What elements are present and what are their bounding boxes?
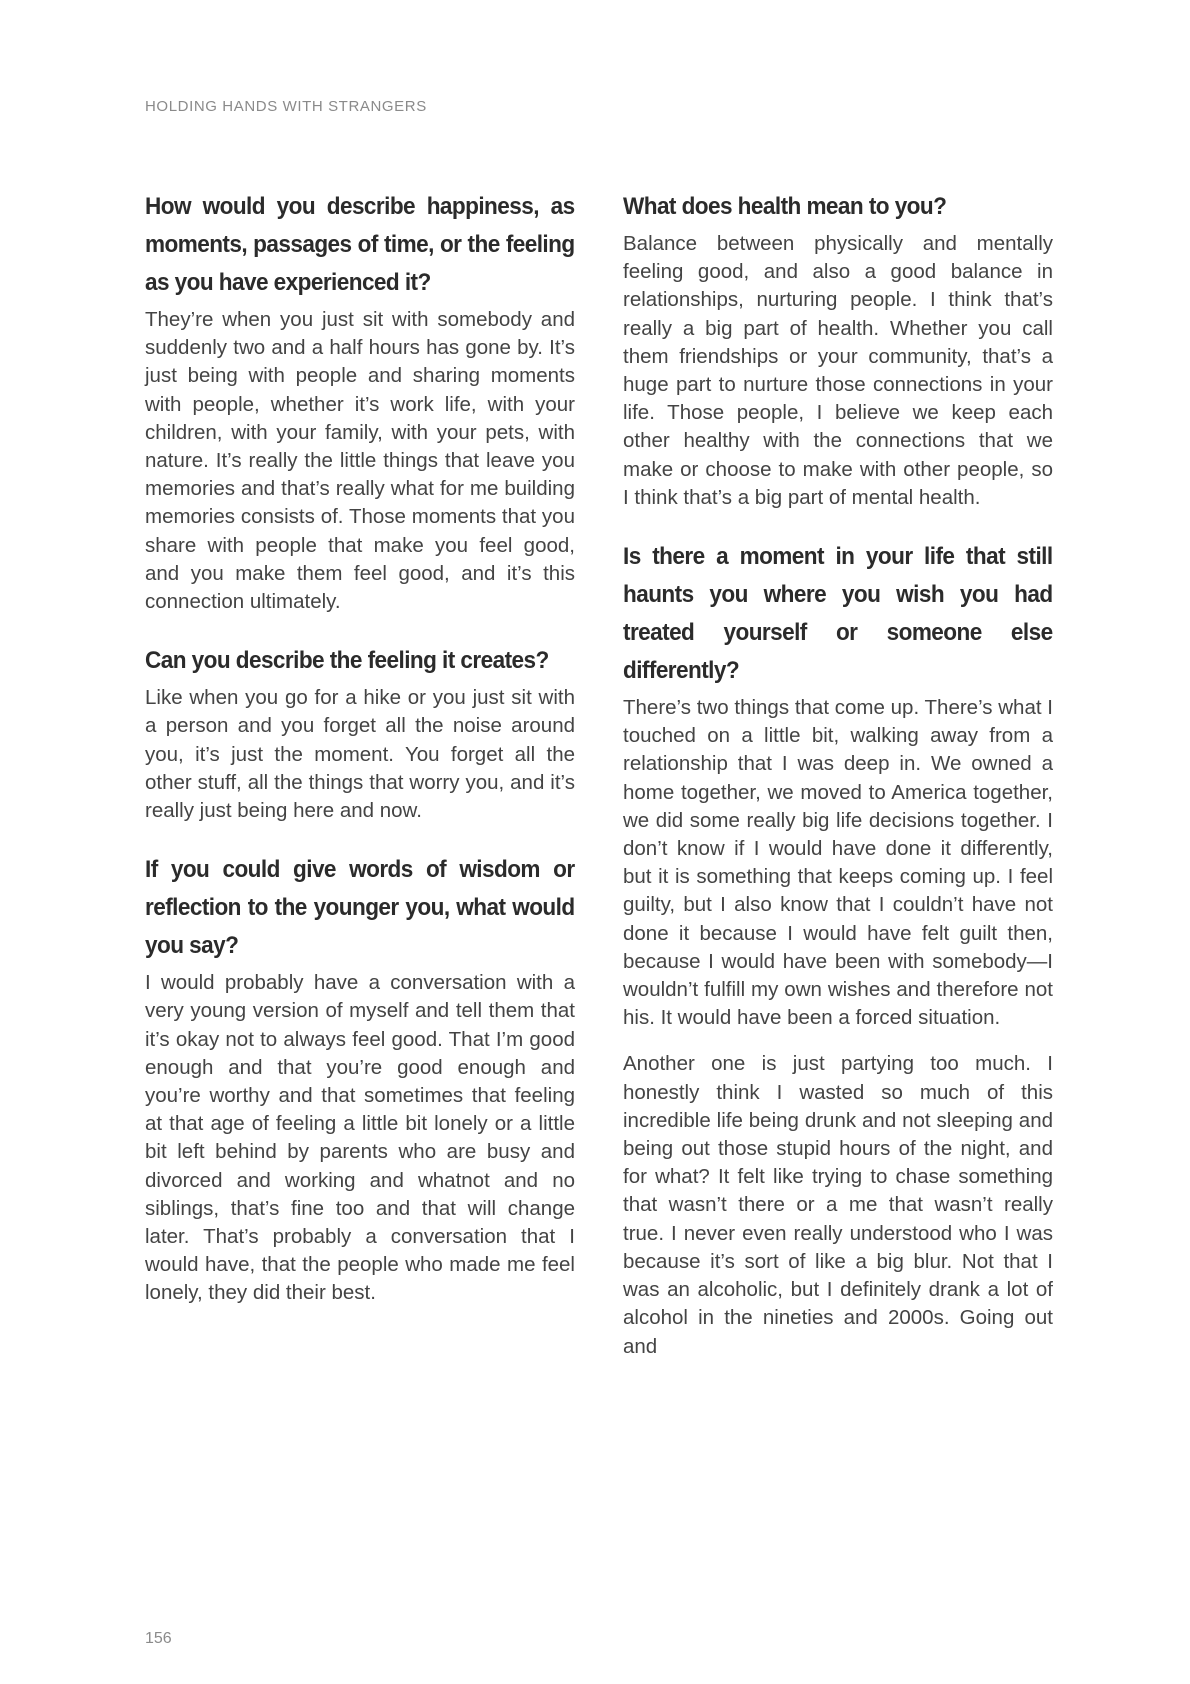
- left-column: [145, 188, 575, 1334]
- answer-feeling: Like when you go for a hike or you just sit with a person and you forget all the noise around you, it’s just the moment. You forget all the other stuff, all the things that worry you, and it’s really just being here and now.: [145, 686, 575, 823]
- answer-haunting-moment: There’s two things that come up. There’s what I touched on a little bit, walking away from a relationship that I was deep in. We owned a home together, we moved to America together, we did some really big life decisions together. I don’t know if I would have done it differently, but it is something that keeps coming up. I feel guilty, but I also know that I couldn’t have not done it because I would have felt guilt then, because I would have been with somebody—I wouldn’t fulfill my own wishes and therefore not his. It would have been a forced situation.: [623, 696, 1053, 1030]
- answer-happiness: They’re when you just sit with somebody and suddenly two and a half hours has gone by. It’s just being with people and sharing moments with people, whether it’s work life, with your children, with your family, with your pets, with nature. It’s really the little things that leave you memories and that’s really what for me building memories consists of. Those moments that you share with people that make you feel good, and you make them feel good, and it’s this connection ultimately.: [145, 308, 575, 614]
- question-haunting-moment: Is there a moment in your life that still haunts you where you wish you had treated yourself or someone else differently?: [623, 543, 1053, 685]
- answer-health: Balance between physically and mentally feeling good, and also a good balance in relationships, nurturing people. I think that’s really a big part of health. Whether you call them friendships or your community, that’s a huge part to nurture those connections in your life. Those people, I believe we keep each other healthy with the connections that we make or choose to make with other people, so I think that’s a big part of mental health.: [623, 232, 1053, 509]
- question-feeling: Can you describe the feeling it creates?: [145, 647, 549, 675]
- question-happiness: How would you describe happiness, as moments, passages of time, or the feeling as you have experienced it?: [145, 193, 575, 296]
- question-health: What does health mean to you?: [623, 193, 947, 220]
- answer-partying: Another one is just partying too much. I honestly think I wasted so much of this incredible life being drunk and not sleeping and being out those stupid hours of the night, and for what? It felt like trying to chase something that wasn’t there or a me that wasn’t really true. I never even really understood who I was because it’s sort of like a big blur. Not that I was an alcoholic, but I definitely drank a lot of alcohol in the nineties and 2000s. Going out and: [623, 1052, 1053, 1358]
- page-number: 156: [145, 1630, 172, 1647]
- right-column: [623, 188, 1053, 1387]
- answer-wisdom: I would probably have a conversation with a very young version of myself and tell them that it’s okay not to always feel good. That I’m good enough and that you’re good enough and you’re worthy and that sometimes that feeling at that age of feeling a little bit lonely or a little bit left behind by parents who are busy and divorced and working and whatnot and no siblings, that’s fine too and that will change later. That’s probably a conversation that I would have, that the people who made me feel lonely, they did their best.: [145, 971, 575, 1305]
- question-wisdom: If you could give words of wisdom or reflection to the younger you, what would you say?: [145, 856, 575, 960]
- running-header: HOLDING HANDS WITH STRANGERS: [145, 98, 427, 115]
